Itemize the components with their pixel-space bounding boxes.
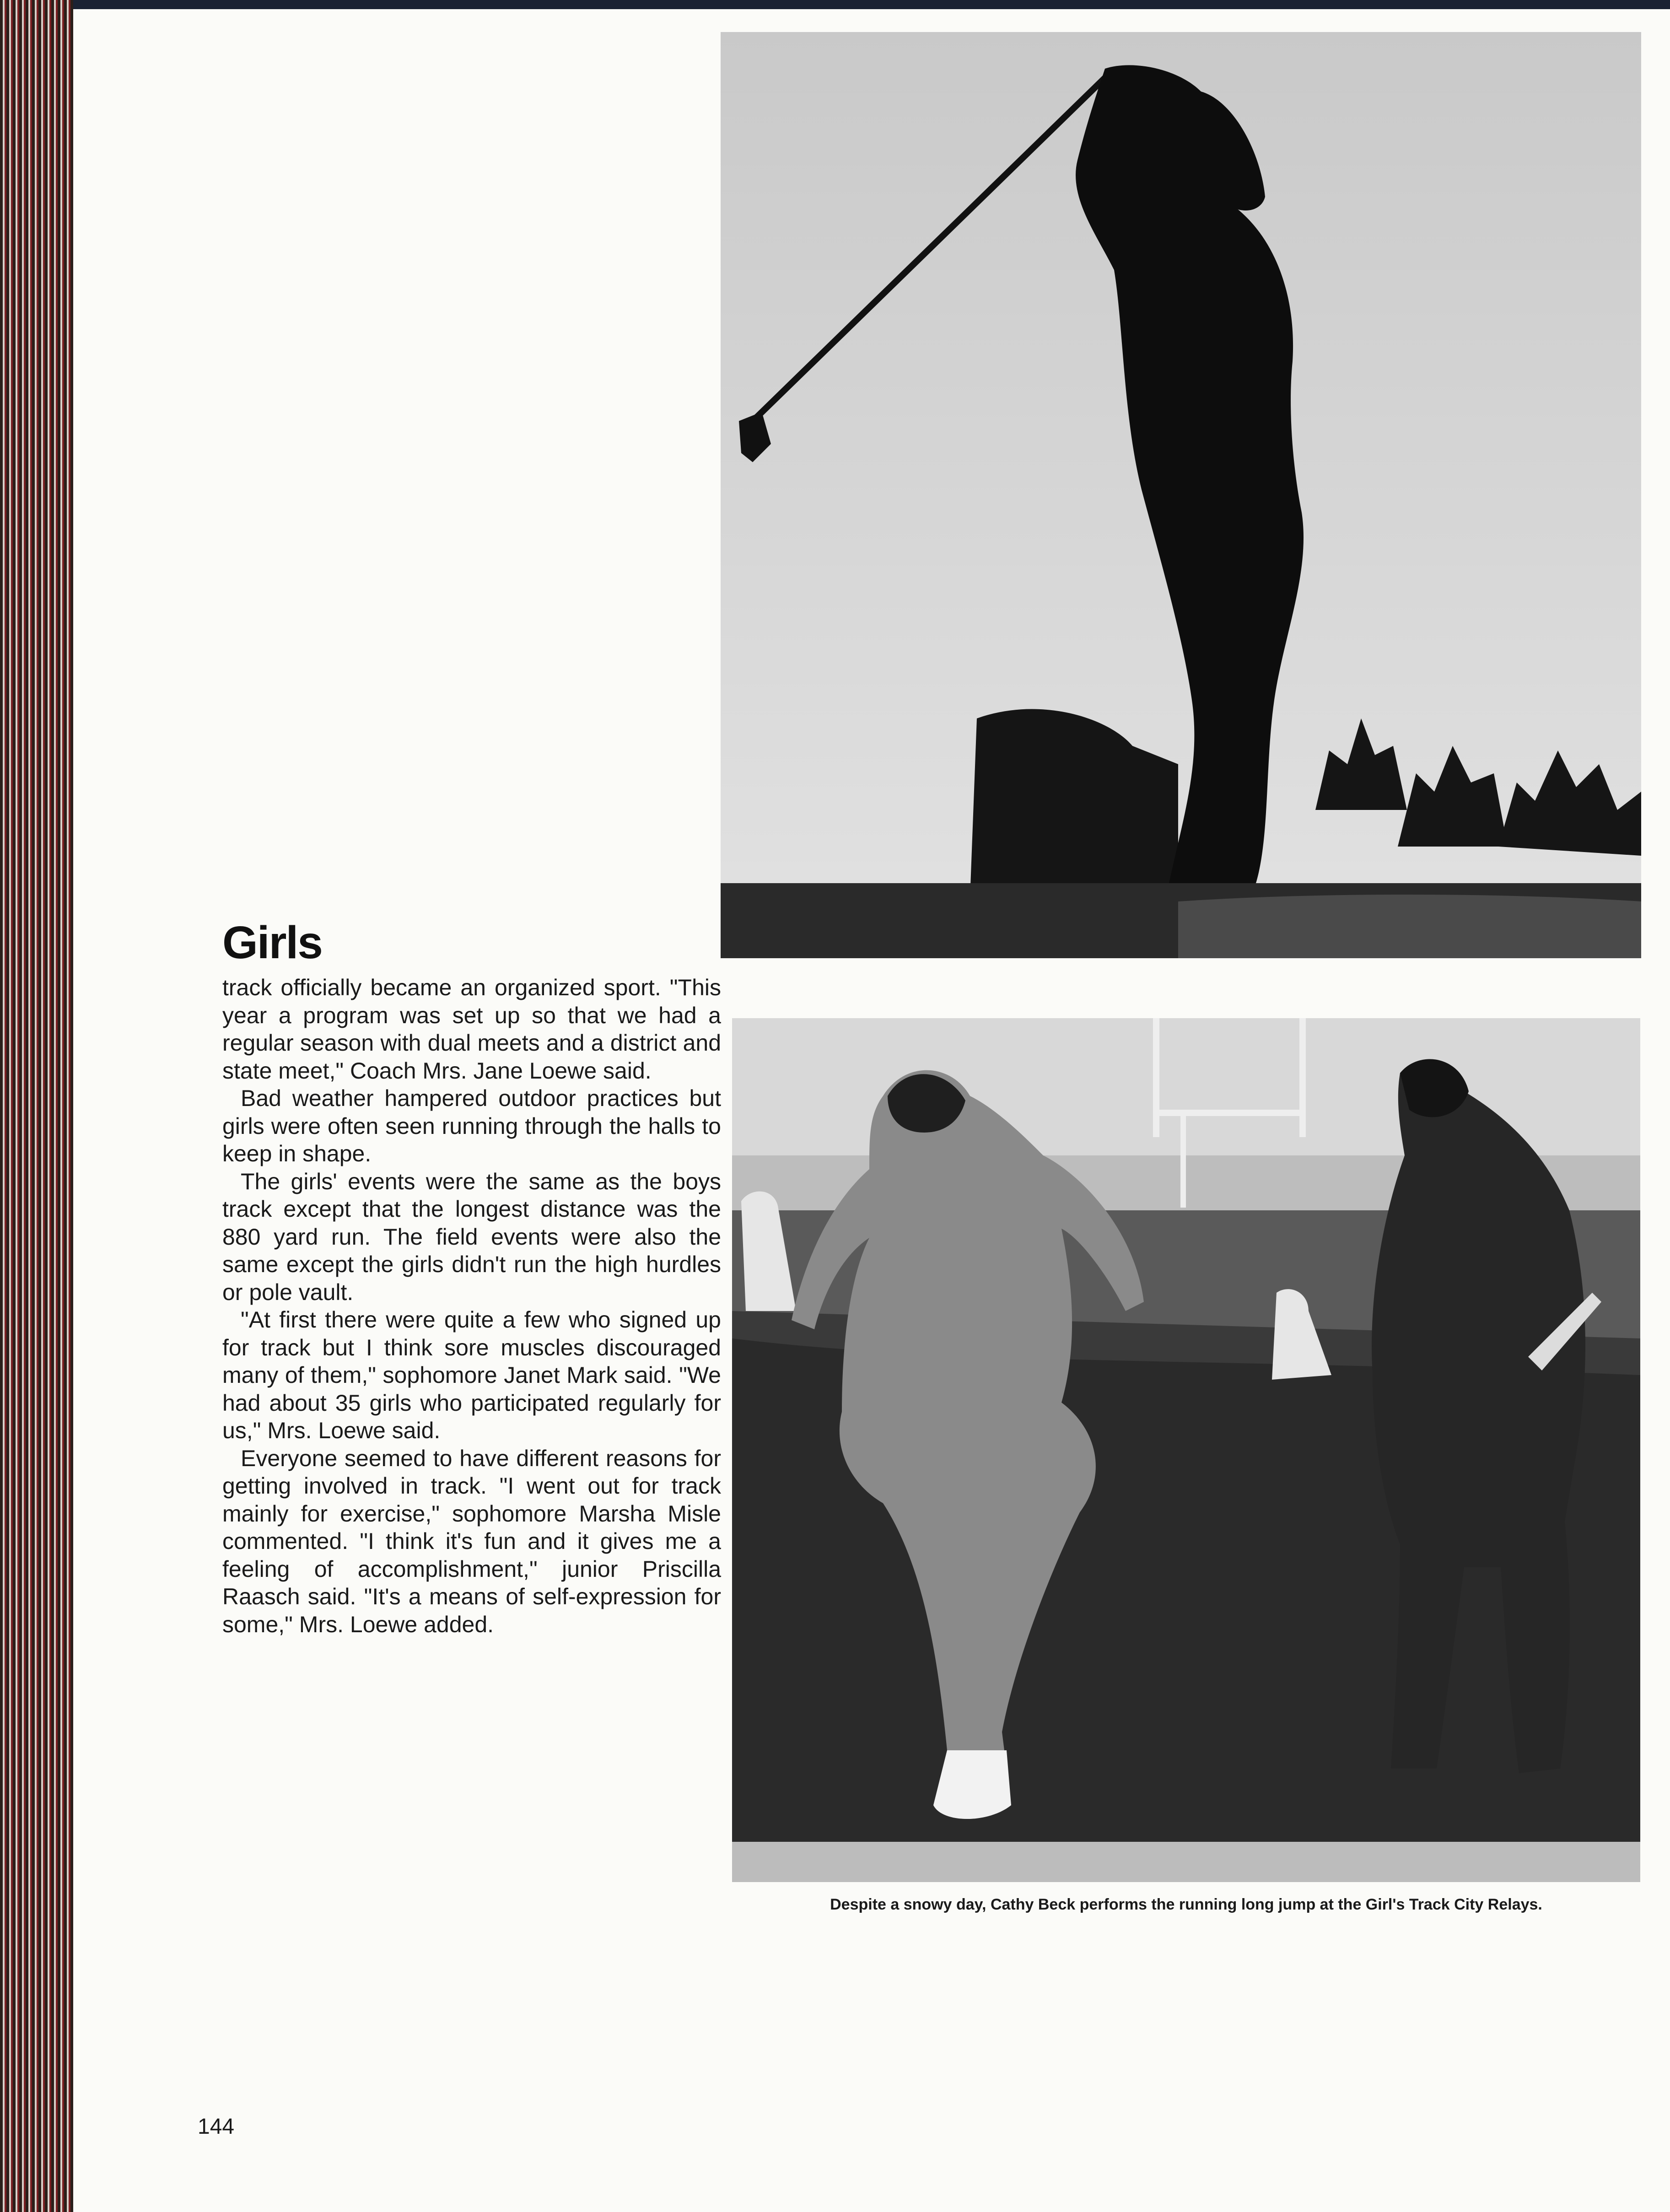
article-body [222, 974, 721, 1638]
article-heading: Girls [222, 917, 322, 968]
yearbook-page [73, 9, 1670, 2212]
photo-caption: Despite a snowy day, Cathy Beck performs the running long jump at the Girl's Track City Relays. [830, 1896, 1542, 1913]
article-paragraph: The girls' events were the same as the boys track except that the longest distance was the 880 yard run. The field events were also the same except the girls didn't run the high hurdles or pole vault. [222, 1168, 721, 1305]
page-number: 144 [198, 2115, 235, 2139]
long-jump-photo [732, 1018, 1640, 1882]
golfer-silhouette-photo [721, 32, 1641, 958]
article-paragraph: "At first there were quite a few who signed up for track but I think sore muscles discouraged many of them," sophomore Janet Mark said. "We had about 35 girls who participated regularly for us," Mrs. Loewe said. [222, 1307, 721, 1443]
article-paragraph: track officially became an organized sport. "This year a program was set up so that we had a regular season with dual meets and a district and state meet," Coach Mrs. Jane Loewe said. [222, 975, 721, 1084]
article-paragraph: Everyone seemed to have different reasons for getting involved in track. "I went out for track mainly for exercise," sophomore Marsha Misle commented. "I think it's fun and it gives me a feeling of accomplishment," junior Priscilla Raasch said. "It's a means of self-expression for some," Mrs. Loewe added. [222, 1445, 721, 1637]
article-paragraph: Bad weather hampered outdoor practices but girls were often seen running through the halls to keep in shape. [222, 1085, 721, 1166]
page-stack-edge [0, 0, 73, 2212]
